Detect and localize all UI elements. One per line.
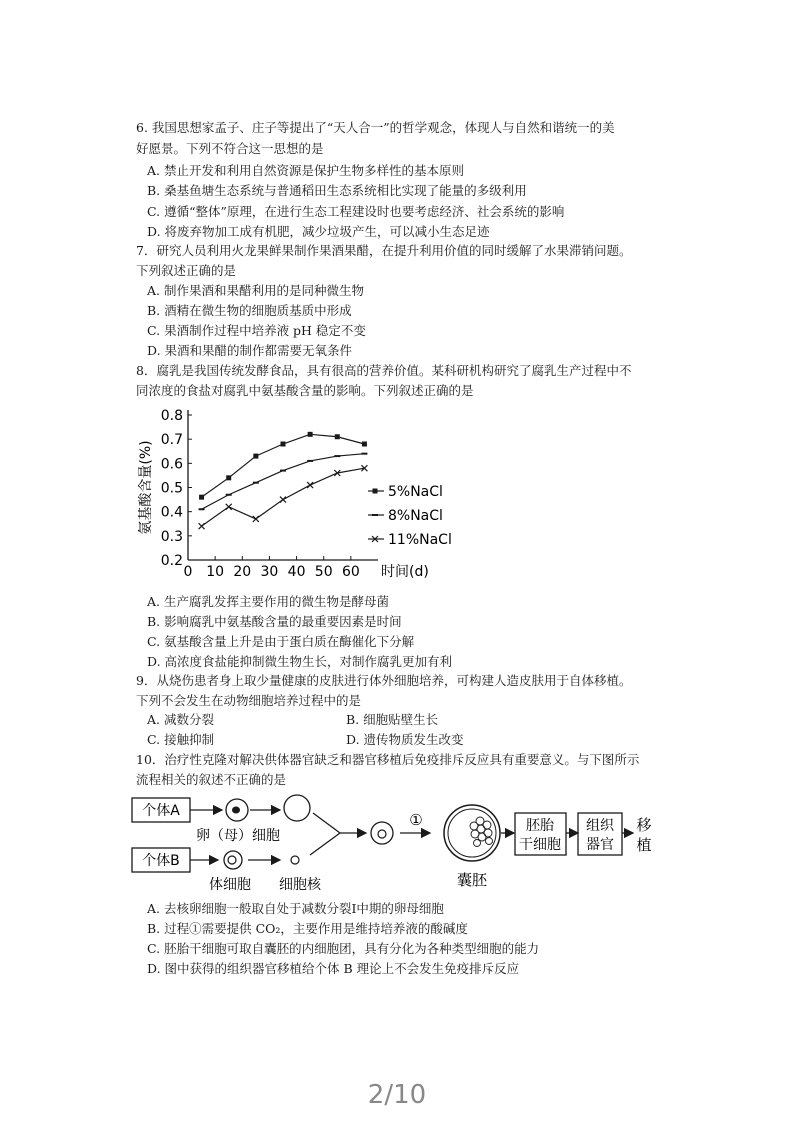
y-tick-label: 0.5	[160, 480, 183, 497]
q10-option-d: D. 图中获得的组织器官移植给个体 B 理论上不会发生免疫排斥反应	[147, 961, 520, 976]
q6-stem-line1: 6. 我国思想家孟子、庄子等提出了“天人合一”的哲学观念，体现人与自然和谐统一的美	[136, 120, 615, 135]
legend-label: 5%NaCl	[388, 484, 443, 500]
q8-option-b: B. 影响腐乳中氨基酸含量的最重要因素是时间	[147, 614, 402, 629]
step-1-label: ①	[409, 811, 423, 829]
q8-stem-line1: 8．腐乳是我国传统发酵食品，具有很高的营养价值。某科研机构研究了腐乳生产过程中不	[136, 363, 632, 378]
q7-option-b: B. 酒精在微生物的细胞质基质中形成	[147, 303, 352, 318]
q8-option-d: D. 高浓度食盐能抑制微生物生长，对制作腐乳更加有利	[147, 654, 453, 669]
q9-stem-line2: 下列不会发生在动物细胞培养过程中的是	[136, 693, 362, 708]
legend-label: 8%NaCl	[388, 508, 443, 524]
q10-option-a: A. 去核卵细胞一般取自处于减数分裂Ⅰ中期的卵母细胞	[147, 901, 444, 916]
data-point	[226, 475, 231, 480]
q7-option-a: A. 制作果酒和果醋利用的是同种微生物	[147, 283, 364, 298]
inner-cell-mass-icon	[470, 817, 493, 847]
y-tick-label: 0.7	[160, 432, 183, 449]
x-tick-label: 30	[260, 564, 279, 580]
y-tick-label: 0.2	[160, 553, 183, 569]
q8-stem-line2: 同浓度的食盐对腐乳中氨基酸含量的影响。下列叙述正确的是	[136, 383, 474, 398]
body-cell-icon	[224, 851, 242, 869]
y-tick-label: 0.4	[160, 504, 183, 521]
q7-option-c: C. 果酒制作过程中培养液 pH 稳定不变	[147, 323, 366, 338]
y-axis-label: 氨基酸含量(%)	[138, 440, 154, 535]
q7-option-d: D. 果酒和果醋的制作都需要无氧条件	[147, 343, 353, 358]
data-point	[281, 442, 286, 447]
q9-option-a: A. 减数分裂	[147, 712, 214, 727]
q6-option-c: C. 遵循“整体”原理，在进行生态工程建设时也要考虑经济、社会系统的影响	[147, 204, 565, 219]
series-line-3	[202, 468, 365, 526]
x-tick-label: 60	[341, 564, 360, 580]
egg-nucleus-icon	[232, 807, 240, 814]
cloning-flow-diagram	[130, 793, 660, 893]
x-tick-label: 40	[287, 564, 306, 580]
x-axis-label: 时间(d)	[381, 564, 429, 580]
q7-stem-line1: 7．研究人员利用火龙果鲜果制作果酒果醋，在提升利用价值的同时缓解了水果滞销问题。	[136, 243, 632, 258]
x-tick-label: 20	[233, 564, 252, 580]
blastocyst-label: 囊胚	[456, 871, 488, 889]
egg-cell-label: 卵（母）细胞	[196, 828, 280, 844]
reconstructed-egg-icon	[371, 822, 393, 844]
q9-option-c: C. 接触抑制	[147, 732, 215, 747]
series-line-2	[202, 454, 365, 510]
transplant-label-2: 植	[636, 836, 652, 854]
q7-stem-line2: 下列叙述正确的是	[136, 263, 237, 278]
data-point	[373, 489, 378, 494]
amino-acid-chart	[128, 400, 458, 590]
q10-stem-line1: 10．治疗性克隆对解决供体器官缺乏和器官移植后免疫排斥反应具有重要意义。与下图所示	[136, 752, 640, 767]
data-point	[335, 434, 340, 439]
enucleated-egg-icon	[284, 795, 310, 821]
x-tick-label: 0	[183, 564, 193, 580]
page-number: 2/10	[367, 1080, 427, 1110]
organ-label-2: 器官	[586, 837, 614, 853]
chart-svg	[128, 400, 458, 590]
legend-label: 11%NaCl	[388, 532, 452, 548]
y-tick-label: 0.3	[160, 528, 183, 545]
x-tick-label: 50	[314, 564, 333, 580]
q8-option-c: C. 氨基酸含量上升是由于蛋白质在酶催化下分解	[147, 634, 415, 649]
data-point	[308, 432, 313, 437]
y-tick-label: 0.8	[160, 408, 183, 424]
q8-option-a: A. 生产腐乳发挥主要作用的微生物是酵母菌	[147, 594, 389, 609]
organ-label-1: 组织	[586, 818, 614, 834]
y-tick-label: 0.6	[160, 456, 183, 473]
q6-option-b: B. 桑基鱼塘生态系统与普通稻田生态系统相比实现了能量的多级利用	[147, 183, 527, 198]
individual-b-label: 个体B	[142, 853, 180, 869]
nucleus-icon	[291, 856, 299, 864]
q10-option-b: B. 过程①需要提供 CO₂，主要作用是维持培养液的酸碱度	[147, 921, 468, 936]
flow-svg	[130, 793, 660, 893]
q6-option-d: D. 将废弃物加工成有机肥，减少垃圾产生，可以减小生态足迹	[147, 224, 490, 239]
es-cell-label-2: 干细胞	[519, 837, 561, 853]
individual-a-label: 个体A	[142, 803, 180, 819]
q10-stem-line2: 流程相关的叙述不正确的是	[136, 772, 287, 787]
q9-stem-line1: 9．从烧伤患者身上取少量健康的皮肤进行体外细胞培养，可构建人造皮肤用于自体移植。	[136, 673, 632, 688]
q9-option-b: B. 细胞贴壁生长	[346, 712, 439, 727]
nucleus-label: 细胞核	[279, 877, 321, 893]
data-point	[199, 495, 204, 500]
transplant-label-1: 移	[636, 816, 652, 834]
es-cell-label-1: 胚胎	[526, 818, 554, 834]
q9-option-d: D. 遗传物质发生改变	[346, 732, 464, 747]
x-tick-label: 10	[206, 564, 225, 580]
body-cell-label: 体细胞	[209, 877, 251, 893]
q10-option-c: C. 胚胎干细胞可取自囊胚的内细胞团，具有分化为各种类型细胞的能力	[147, 941, 540, 956]
q6-option-a: A. 禁止开发和利用自然资源是保护生物多样性的基本原则	[147, 163, 464, 178]
data-point	[362, 442, 367, 447]
q6-stem-line2: 好愿景。下列不符合这一思想的是	[136, 141, 324, 156]
data-point	[253, 454, 258, 459]
